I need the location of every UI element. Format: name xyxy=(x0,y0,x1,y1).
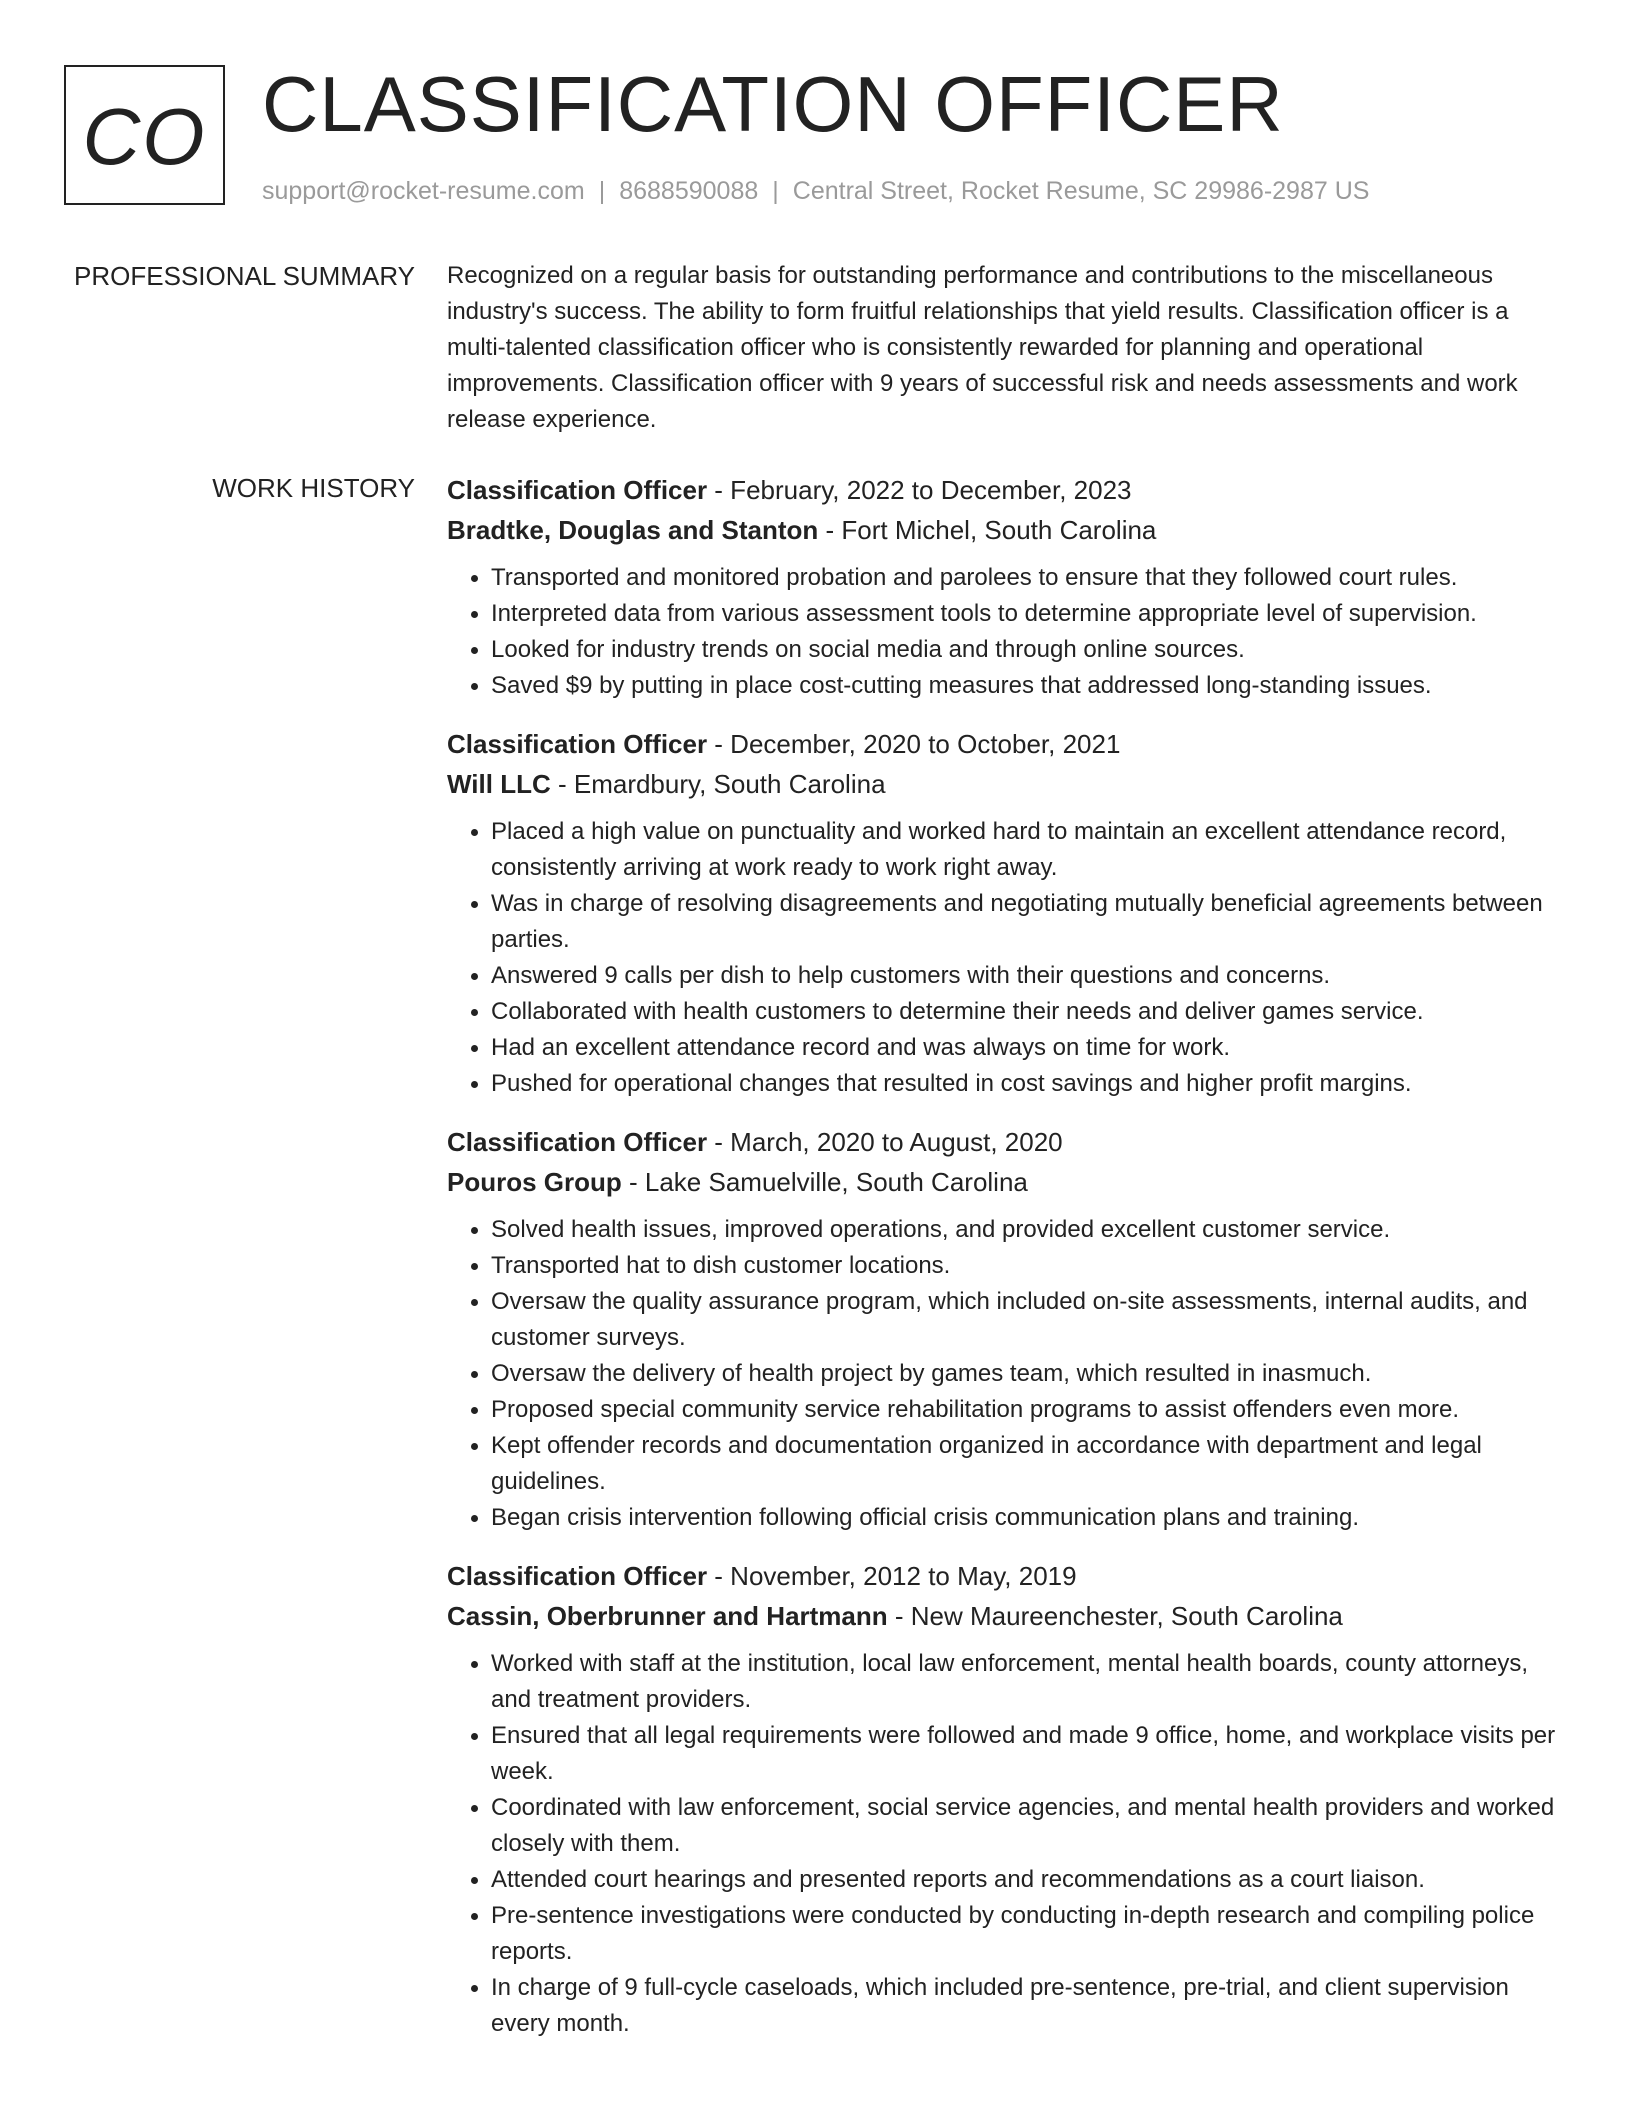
job-company-line xyxy=(447,510,1567,550)
job-bullet: • Ensured that all legal requirements were followed and made 9 office, home, and workplace visits per week. xyxy=(491,1718,1567,1790)
monogram-box xyxy=(64,65,225,205)
contact-address: Central Street, Rocket Resume, SC 29986-2987 US xyxy=(792,177,1370,205)
job-bullet: • Had an excellent attendance record and was always on time for work. xyxy=(491,1030,1567,1066)
job-location: - New Maureenchester, South Carolina xyxy=(887,1601,1343,1631)
job-bullet: • Saved $9 by putting in place cost-cutting measures that addressed long-standing issues. xyxy=(491,668,1567,704)
job-company-line xyxy=(447,1162,1567,1202)
job-bullet: • Looked for industry trends on social media and through online sources. xyxy=(491,632,1567,668)
job-bullet: • Attended court hearings and presented reports and recommendations as a court liaison. xyxy=(491,1862,1567,1898)
job-dates: - November, 2012 to May, 2019 xyxy=(707,1561,1077,1591)
job-bullet: • Began crisis intervention following official crisis communication plans and training. xyxy=(491,1500,1567,1536)
job-company-line xyxy=(447,1596,1567,1636)
job-bullet: • Pre-sentence investigations were conducted by conducting in-depth research and compiling police reports. xyxy=(491,1898,1567,1970)
job-company-line xyxy=(447,764,1567,804)
job-entry xyxy=(447,724,1567,1102)
job-location: - Fort Michel, South Carolina xyxy=(818,515,1157,545)
job-bullet: • In charge of 9 full-cycle caseloads, which included pre-sentence, pre-trial, and client supervision every month. xyxy=(491,1970,1567,2042)
job-title-line xyxy=(447,1556,1567,1596)
summary-body xyxy=(447,258,1567,438)
job-company: Cassin, Oberbrunner and Hartmann xyxy=(447,1601,888,1631)
job-bullet: • Oversaw the delivery of health project by games team, which resulted in inasmuch. xyxy=(491,1356,1567,1392)
job-dates: - December, 2020 to October, 2021 xyxy=(707,729,1121,759)
job-bullet: • Oversaw the quality assurance program, which included on-site assessments, internal audits, and customer surveys. xyxy=(491,1284,1567,1356)
job-title-line xyxy=(447,470,1567,510)
resume-name-title: CLASSIFICATION OFFICER xyxy=(262,60,1284,148)
summary-text: Recognized on a regular basis for outstanding performance and contributions to the miscellaneous industry's success. The ability to form fruitful relationships that yield results. Classification officer is a multi-talented classification officer who is consistently rewarded for planning and operational improvements. Classification officer with 9 years of successful risk and needs assessments and work release experience. xyxy=(447,262,1518,433)
contact-separator: | xyxy=(772,177,779,205)
monogram-initials: CO xyxy=(82,92,207,181)
job-bullet-list xyxy=(447,814,1567,1102)
job-bullet: • Was in charge of resolving disagreements and negotiating mutually beneficial agreements between parties. xyxy=(491,886,1567,958)
work-history-section-label: WORK HISTORY xyxy=(212,473,415,503)
job-bullet: • Transported hat to dish customer locations. xyxy=(491,1248,1567,1284)
work-history-body xyxy=(447,470,1567,2062)
job-bullet: • Transported and monitored probation and parolees to ensure that they followed court rules. xyxy=(491,560,1567,596)
job-bullet-list xyxy=(447,560,1567,704)
job-dates: - February, 2022 to December, 2023 xyxy=(707,475,1132,505)
contact-separator: | xyxy=(598,177,606,205)
job-bullet-list xyxy=(447,1212,1567,1536)
contact-line xyxy=(262,174,1369,208)
job-bullet-list xyxy=(447,1646,1567,2042)
contact-email[interactable]: support@rocket-resume.com xyxy=(262,177,585,205)
job-bullet: • Answered 9 calls per dish to help customers with their questions and concerns. xyxy=(491,958,1567,994)
summary-section-label: PROFESSIONAL SUMMARY xyxy=(74,261,415,291)
job-bullet: • Proposed special community service rehabilitation programs to assist offenders even more. xyxy=(491,1392,1567,1428)
job-title: Classification Officer xyxy=(447,475,708,505)
job-bullet: • Kept offender records and documentation organized in accordance with department and legal guidelines. xyxy=(491,1428,1567,1500)
job-company: Pouros Group xyxy=(447,1167,622,1197)
job-title-line xyxy=(447,1122,1567,1162)
job-bullet: • Placed a high value on punctuality and worked hard to maintain an excellent attendance record, consistently arriving at work ready to work right away. xyxy=(491,814,1567,886)
job-bullet: • Interpreted data from various assessment tools to determine appropriate level of supervision. xyxy=(491,596,1567,632)
job-bullet: • Solved health issues, improved operations, and provided excellent customer service. xyxy=(491,1212,1567,1248)
job-location: - Lake Samuelville, South Carolina xyxy=(621,1167,1028,1197)
job-entry xyxy=(447,1122,1567,1536)
job-title: Classification Officer xyxy=(447,1127,708,1157)
job-bullet: • Pushed for operational changes that resulted in cost savings and higher profit margins. xyxy=(491,1066,1567,1102)
job-title: Classification Officer xyxy=(447,1561,708,1591)
job-title: Classification Officer xyxy=(447,729,708,759)
job-location: - Emardbury, South Carolina xyxy=(550,769,886,799)
job-dates: - March, 2020 to August, 2020 xyxy=(707,1127,1063,1157)
job-company: Bradtke, Douglas and Stanton xyxy=(447,515,819,545)
job-bullet: • Collaborated with health customers to determine their needs and deliver games service. xyxy=(491,994,1567,1030)
job-bullet: • Coordinated with law enforcement, social service agencies, and mental health providers and worked closely with them. xyxy=(491,1790,1567,1862)
job-bullet: • Worked with staff at the institution, local law enforcement, mental health boards, county attorneys, and treatment providers. xyxy=(491,1646,1567,1718)
job-entry xyxy=(447,470,1567,704)
contact-phone[interactable]: 8688590088 xyxy=(619,177,759,205)
job-entry xyxy=(447,1556,1567,2042)
job-company: Will LLC xyxy=(447,769,551,799)
job-title-line xyxy=(447,724,1567,764)
